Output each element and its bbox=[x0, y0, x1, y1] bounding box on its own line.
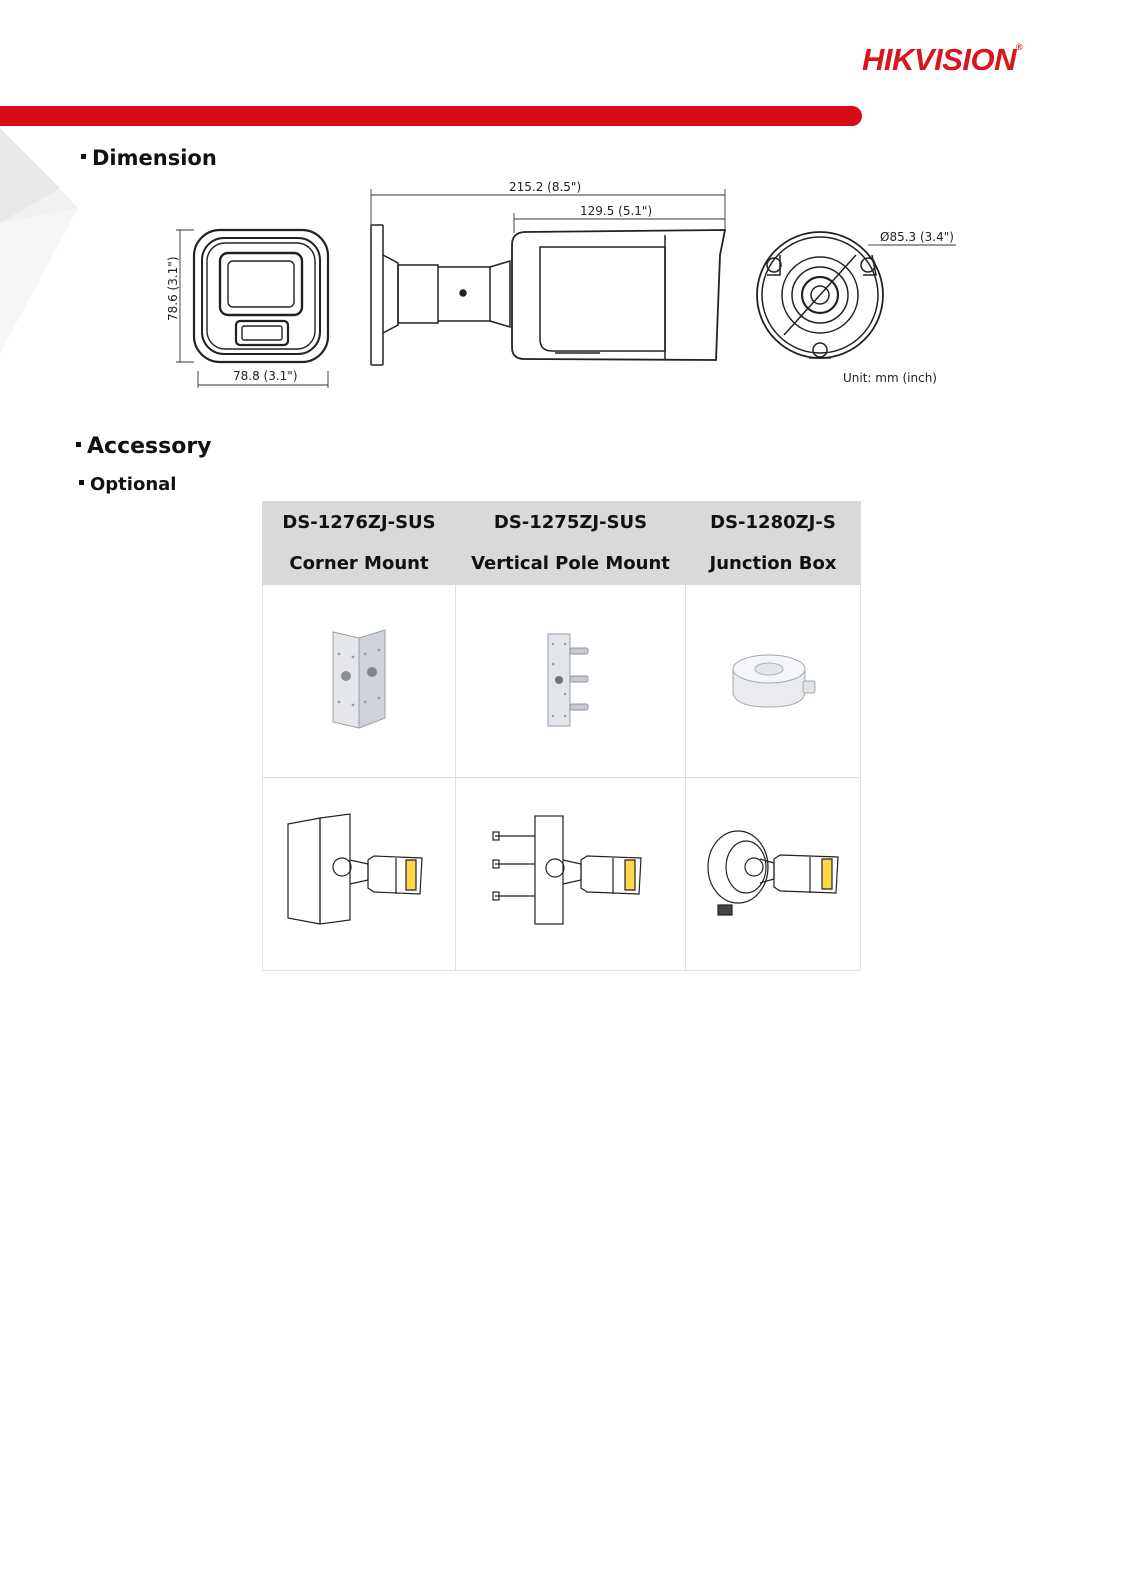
side-view bbox=[371, 225, 725, 365]
accessory-heading: Accessory bbox=[76, 434, 212, 459]
installation-image-cell bbox=[456, 778, 686, 971]
base-diameter-label: Ø85.3 (3.4") bbox=[880, 230, 954, 244]
logo-vision: VISION bbox=[913, 42, 1016, 77]
logo-hik: HIK bbox=[862, 42, 914, 77]
junction-box-icon bbox=[723, 639, 823, 719]
bullet-icon bbox=[79, 480, 84, 485]
installation-image-cell bbox=[686, 778, 861, 971]
unit-label: Unit: mm (inch) bbox=[843, 371, 937, 385]
accessory-name: Junction Box bbox=[709, 553, 837, 574]
front-view bbox=[194, 230, 328, 362]
dimension-heading: Dimension bbox=[81, 146, 217, 170]
accessory-header-cell bbox=[686, 502, 861, 585]
accessory-image-cell bbox=[686, 585, 861, 778]
front-width-label: 78.8 (3.1") bbox=[233, 369, 298, 383]
pole-mount-installation-icon bbox=[491, 812, 651, 932]
accessory-name: Vertical Pole Mount bbox=[471, 553, 670, 574]
accessory-model: DS-1280ZJ-S bbox=[710, 512, 836, 533]
vertical-pole-mount-icon bbox=[536, 624, 606, 734]
front-height-label: 78.6 (3.1") bbox=[166, 256, 180, 321]
table-row bbox=[263, 778, 861, 971]
bullet-icon bbox=[81, 154, 86, 159]
logo-mark: ® bbox=[1015, 42, 1023, 52]
corner-mount-icon bbox=[319, 624, 399, 734]
accessory-table bbox=[262, 501, 861, 971]
bullet-icon bbox=[76, 442, 81, 447]
hikvision-logo bbox=[862, 42, 1072, 84]
accessory-model: DS-1275ZJ-SUS bbox=[493, 512, 648, 533]
installation-image-cell bbox=[263, 778, 456, 971]
table-header-row bbox=[263, 502, 861, 585]
corner-mount-installation-icon bbox=[284, 812, 434, 932]
body-length-label: 129.5 (5.1") bbox=[580, 204, 653, 218]
total-length-label: 215.2 (8.5") bbox=[509, 180, 582, 194]
accessory-header-cell bbox=[456, 502, 686, 585]
accessory-name: Corner Mount bbox=[289, 553, 429, 574]
optional-subheading: Optional bbox=[79, 474, 176, 495]
side-dim-lines bbox=[371, 189, 725, 233]
accessory-header-cell bbox=[263, 502, 456, 585]
junction-box-installation-icon bbox=[698, 817, 848, 927]
dimension-drawing bbox=[160, 175, 980, 390]
base-view bbox=[757, 232, 883, 358]
header-red-bar bbox=[0, 106, 862, 126]
accessory-model: DS-1276ZJ-SUS bbox=[282, 512, 436, 533]
accessory-image-cell bbox=[456, 585, 686, 778]
watermark-shape bbox=[0, 128, 90, 358]
accessory-image-cell bbox=[263, 585, 456, 778]
table-row bbox=[263, 585, 861, 778]
